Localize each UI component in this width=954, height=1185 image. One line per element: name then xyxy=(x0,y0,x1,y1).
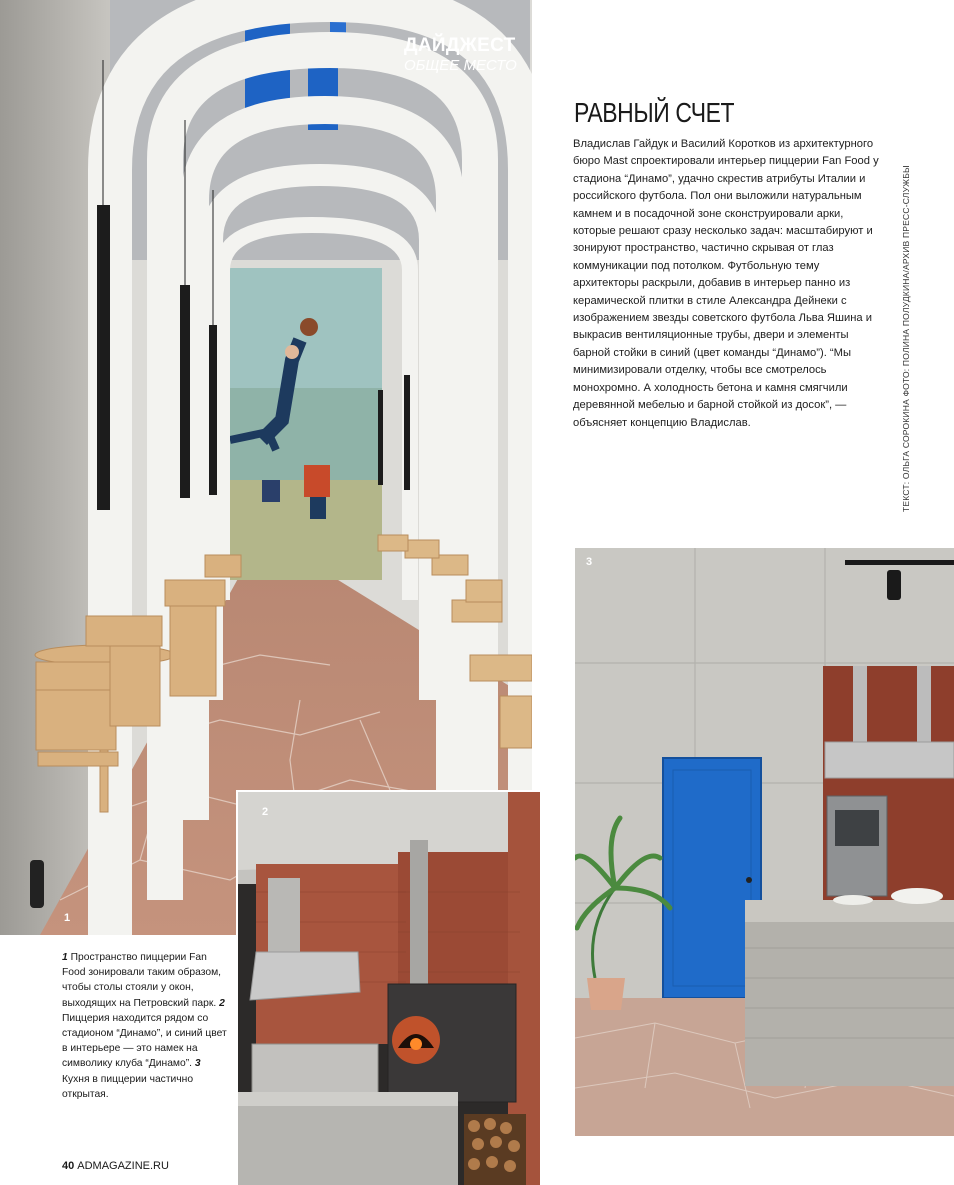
caption-2-text: Пиццерия находится рядом со стадионом “Динамо”, и синий цвет в интерьере — это намек на символику клуба “Динамо”. xyxy=(62,1012,227,1070)
photo-pizza-oven xyxy=(236,790,540,1185)
rubric-title: ДАЙДЖЕСТ xyxy=(404,35,516,56)
caption-1-number: 1 xyxy=(62,952,68,963)
photo-credits: ТЕКСТ: ОЛЬГА СОРОКИНА ФОТО: ПОЛИНА ПОЛУДКИНА/АРХИВ ПРЕСС-СЛУЖБЫ xyxy=(901,165,911,512)
page-number: 40 xyxy=(62,1160,75,1172)
photo-open-kitchen xyxy=(575,548,954,1136)
page-folio xyxy=(62,1160,169,1172)
caption-3-number: 3 xyxy=(194,1058,201,1070)
photo-captions xyxy=(62,950,230,1102)
section-rubric xyxy=(404,36,544,73)
photo-3-number: 3 xyxy=(586,556,593,568)
magazine-site[interactable]: ADMAGAZINE.RU xyxy=(77,1160,169,1172)
article-body: Владислав Гайдук и Василий Коротков из архитектурного бюро Mast спроектировали интерьер пиццерии Fan Food у стадиона “Динамо”, удачно скрестив атрибуты Италии и российского футбола. Пол они выложили натуральным камнем и в посадочной зоне сконструировали арки, которые решают сразу несколько задач: масштабируют и зонируют пространство, частично скрывая от глаз коммуникации под потолком. Футбольную тему архитекторы раскрыли, добавив в интерьер панно из керамической плитки в стиле Александра Дейнеки с изображением звезды советского футбола Льва Яшина и выкрасив вентиляционные трубы, двери и элементы барной стойки в синий (цвет команды “Динамо”). “Мы минимизировали отделку, чтобы все смотрелось монохромно. А холодность бетона и камня смягчили деревянной мебелью и барной стойкой из досок”, — объясняет концепцию Владислав. xyxy=(573,138,879,429)
caption-2-number: 2 xyxy=(219,997,225,1009)
rubric-subtitle: ОБЩЕЕ МЕСТО xyxy=(404,57,517,74)
photo-2-number: 2 xyxy=(262,806,269,818)
caption-1-text: Пространство пиццерии Fan Food зонировали таким образом, чтобы столы стояли у окон, выходящих на Петровский парк. xyxy=(62,952,222,1009)
article-headline: РАВНЫЙ СЧЕТ xyxy=(574,97,735,128)
photo-1-number: 1 xyxy=(64,912,71,924)
caption-3-text: Кухня в пиццерии частично открытая. xyxy=(62,1073,194,1100)
